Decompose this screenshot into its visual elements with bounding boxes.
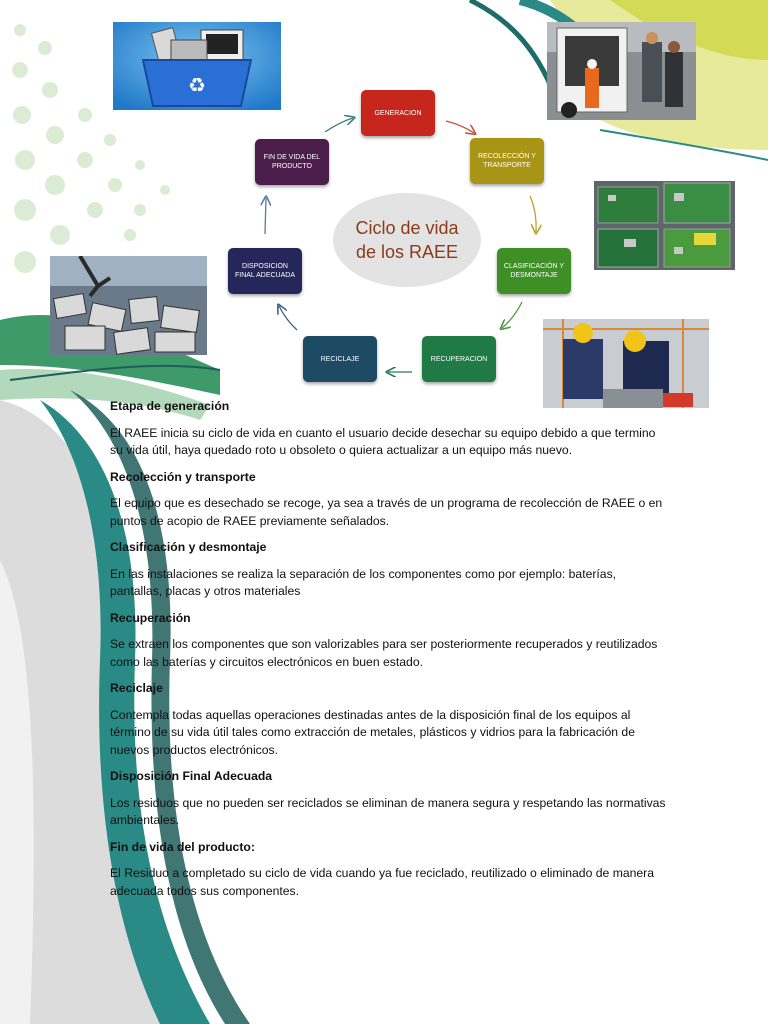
node-generacion: GENERACION [361,90,435,136]
section-heading-disposicion: Disposición Final Adecuada [110,769,273,783]
cycle-center-title: Ciclo de vida de los RAEE [333,193,481,287]
node-disposicion: DISPOSICION FINAL ADECUADA [228,248,302,294]
section-body-recuperacion: Se extraen los componentes que son valorizables para ser posteriormente recuperados y reutilizados como las baterías y circuitos electrónicos en buen estado. [110,637,658,669]
section-heading-clasificacion: Clasificación y desmontaje [110,540,267,554]
arrow-recoleccion-to-clasificacion [530,196,536,232]
node-recuperacion: RECUPERACION [422,336,496,382]
section-body-disposicion: Los residuos que no pueden ser reciclados se eliminan de manera segura y respetando las normativas ambientales. [110,795,666,827]
section-body-generacion: El RAEE inicia su ciclo de vida en cuanto el usuario decide desechar su equipo debido a que termino su vida útil, haya quedado roto u obsoleto o quiera actualizar a un equipo más nuevo. [110,425,656,457]
arrow-disposicion-to-fin [265,198,266,234]
section-heading-generacion: Etapa de generación [110,399,230,413]
section-body-reciclaje: Contempla todas aquellas operaciones destinadas antes de la disposición final de los equipos al término de su vida útil tales como extracción de metales, plásticos y vidrios para la fabricación de nuevos productos electrónicos. [110,707,635,757]
arrow-clasificacion-to-recuperacion [502,302,522,328]
section-body-fin-vida: El Residuo a completado su ciclo de vida cuando ya fue reciclado, reutilizado o eliminado de manera adecuada todos sus componentes. [110,866,655,898]
section-body-recoleccion: El equipo que es desechado se recoge, ya sea a través de un programa de recolección de RAEE o en puntos de acopio de RAEE previamente señalados. [110,496,663,528]
section-body-clasificacion: En las instalaciones se realiza la separación de los componentes como por ejemplo: baterías, pantallas, placas y otros materiales [110,566,617,598]
section-heading-fin-vida: Fin de vida del producto: [110,839,255,854]
node-recoleccion: RECOLECCIÓN Y TRANSPORTE [470,138,544,184]
document-body [110,398,670,909]
node-reciclaje: RECICLAJE [303,336,377,382]
section-heading-reciclaje: Reciclaje [110,681,163,695]
section-heading-recoleccion: Recolección y transporte [110,469,256,484]
node-fin-vida: FIN DE VIDA DEL PRODUCTO [255,139,329,185]
section-heading-recuperacion: Recuperación [110,610,191,625]
arrow-fin-to-generacion [325,118,353,132]
arrow-reciclaje-to-disposicion [279,306,297,330]
node-clasificacion: CLASIFICACIÓN Y DESMONTAJE [497,248,571,294]
arrow-generacion-to-recoleccion [446,121,474,133]
svg-text:♻: ♻ [188,73,206,97]
